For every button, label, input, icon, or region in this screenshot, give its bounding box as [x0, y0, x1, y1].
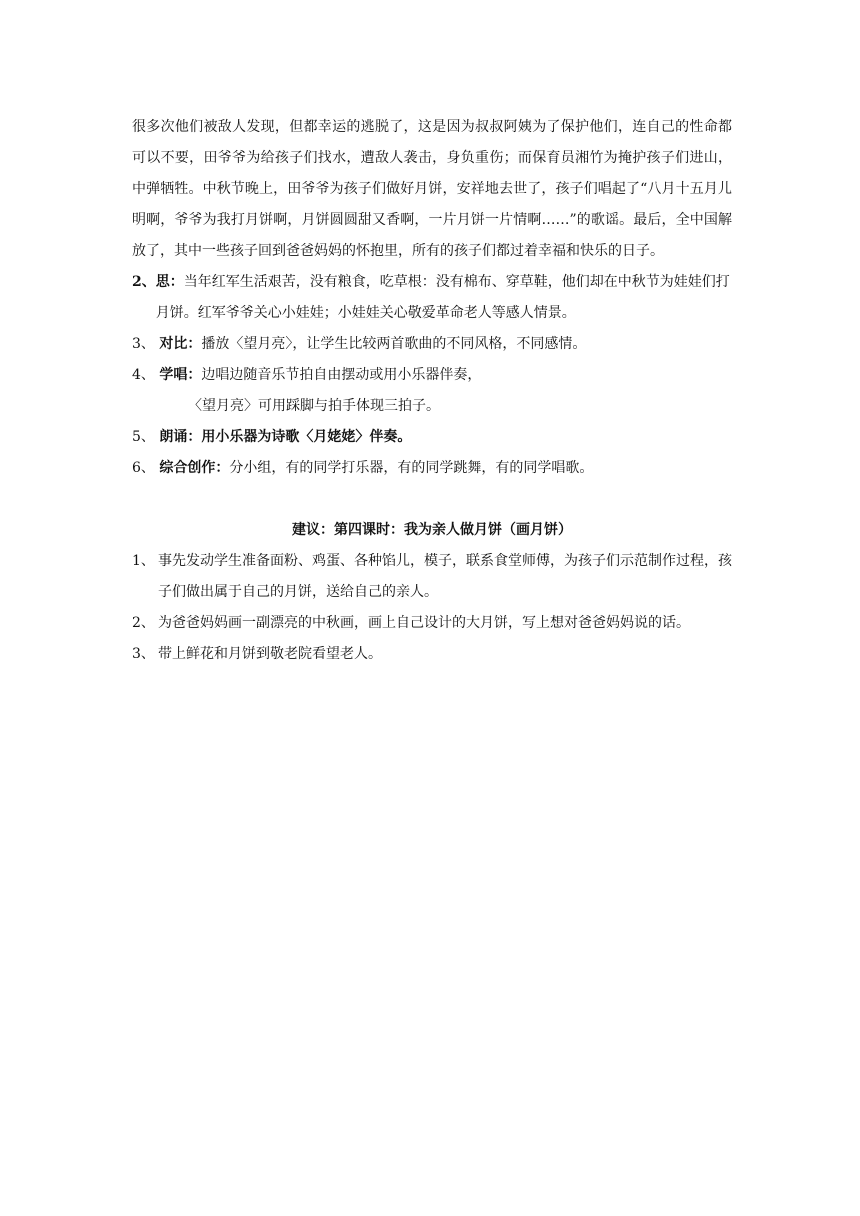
step-5-text: 用小乐器为诗歌〈月姥姥〉伴奏。	[201, 429, 412, 445]
spacer	[132, 484, 732, 515]
section-title: 建议：第四课时：我为亲人做月饼（画月饼）	[292, 522, 572, 538]
suggestion-3	[132, 639, 732, 670]
suggestion-3-number: 3、	[132, 646, 155, 662]
step-6-label: 综合创作：	[159, 460, 230, 476]
step-4-label: 学唱：	[159, 367, 202, 383]
suggestion-1-number: 1、	[132, 553, 155, 569]
step-4-number: 4、	[132, 367, 160, 383]
story-paragraph: 很多次他们被敌人发现，但都幸运的逃脱了，这是因为叔叔阿姨为了保护他们，连自己的性命都可以不要，田爷爷为给孩子们找水，遭敌人袭击，身负重伤；而保育员湘竹为掩护孩子们进山，中弹牺牲。中秋节晚上，田爷爷为孩子们做好月饼，安祥地去世了，孩子们唱起了“八月十五月儿明啊，爷爷为我打月饼啊，月饼圆圆甜又香啊，一片月饼一片情啊……”的歌谣。最后，全中国解放了，其中一些孩子回到爸爸妈妈的怀抱里，所有的孩子们都过着幸福和快乐的日子。	[132, 119, 732, 259]
step-6-body	[159, 453, 732, 484]
suggestion-2	[132, 608, 732, 639]
step-6-text: 分小组，有的同学打乐器，有的同学跳舞，有的同学唱歌。	[229, 460, 594, 476]
step-3-label: 对比：	[159, 336, 202, 352]
step-2-label: 思：	[155, 274, 184, 290]
step-2-number: 2、	[132, 274, 156, 290]
suggestion-3-text: 带上鲜花和月饼到敬老院看望老人。	[158, 646, 382, 662]
step-4	[132, 360, 732, 391]
step-3-text: 播放〈望月亮〉，让学生比较两首歌曲的不同风格，不同感情。	[201, 336, 587, 352]
suggestion-2-text: 为爸爸妈妈画一副漂亮的中秋画，画上自己设计的大月饼，写上想对爸爸妈妈说的话。	[158, 615, 690, 631]
step-6-number: 6、	[132, 460, 160, 476]
step-2-text: 当年红军生活艰苦，没有粮食，吃草根：没有棉布、穿草鞋，他们却在中秋节为娃娃们打月饼。红军爷爷关心小娃娃；小娃娃关心敬爱革命老人等感人情景。	[155, 274, 730, 321]
step-2-body	[156, 267, 732, 329]
step-5-body	[159, 422, 732, 453]
step-3-number: 3、	[132, 336, 160, 352]
step-4-text: 边唱边随音乐节拍自由摆动或用小乐器伴奏，	[201, 367, 482, 383]
suggestion-2-number: 2、	[132, 615, 155, 631]
step-5-label: 朗诵：	[159, 429, 202, 445]
step-3-body	[159, 329, 732, 360]
document-content	[132, 112, 732, 670]
step-6	[132, 453, 732, 484]
step-3	[132, 329, 732, 360]
step-4-continuation: 〈望月亮〉可用踩脚与拍手体现三拍子。	[188, 398, 440, 414]
suggestion-1-text: 事先发动学生准备面粉、鸡蛋、各种馅儿，模子，联系食堂师傅，为孩子们示范制作过程，孩子们做出属于自己的月饼，送给自己的亲人。	[158, 553, 732, 600]
step-2	[132, 267, 732, 329]
suggestion-1	[132, 546, 732, 608]
step-5	[132, 422, 732, 453]
step-5-number: 5、	[132, 429, 160, 445]
step-4-body	[159, 360, 732, 391]
